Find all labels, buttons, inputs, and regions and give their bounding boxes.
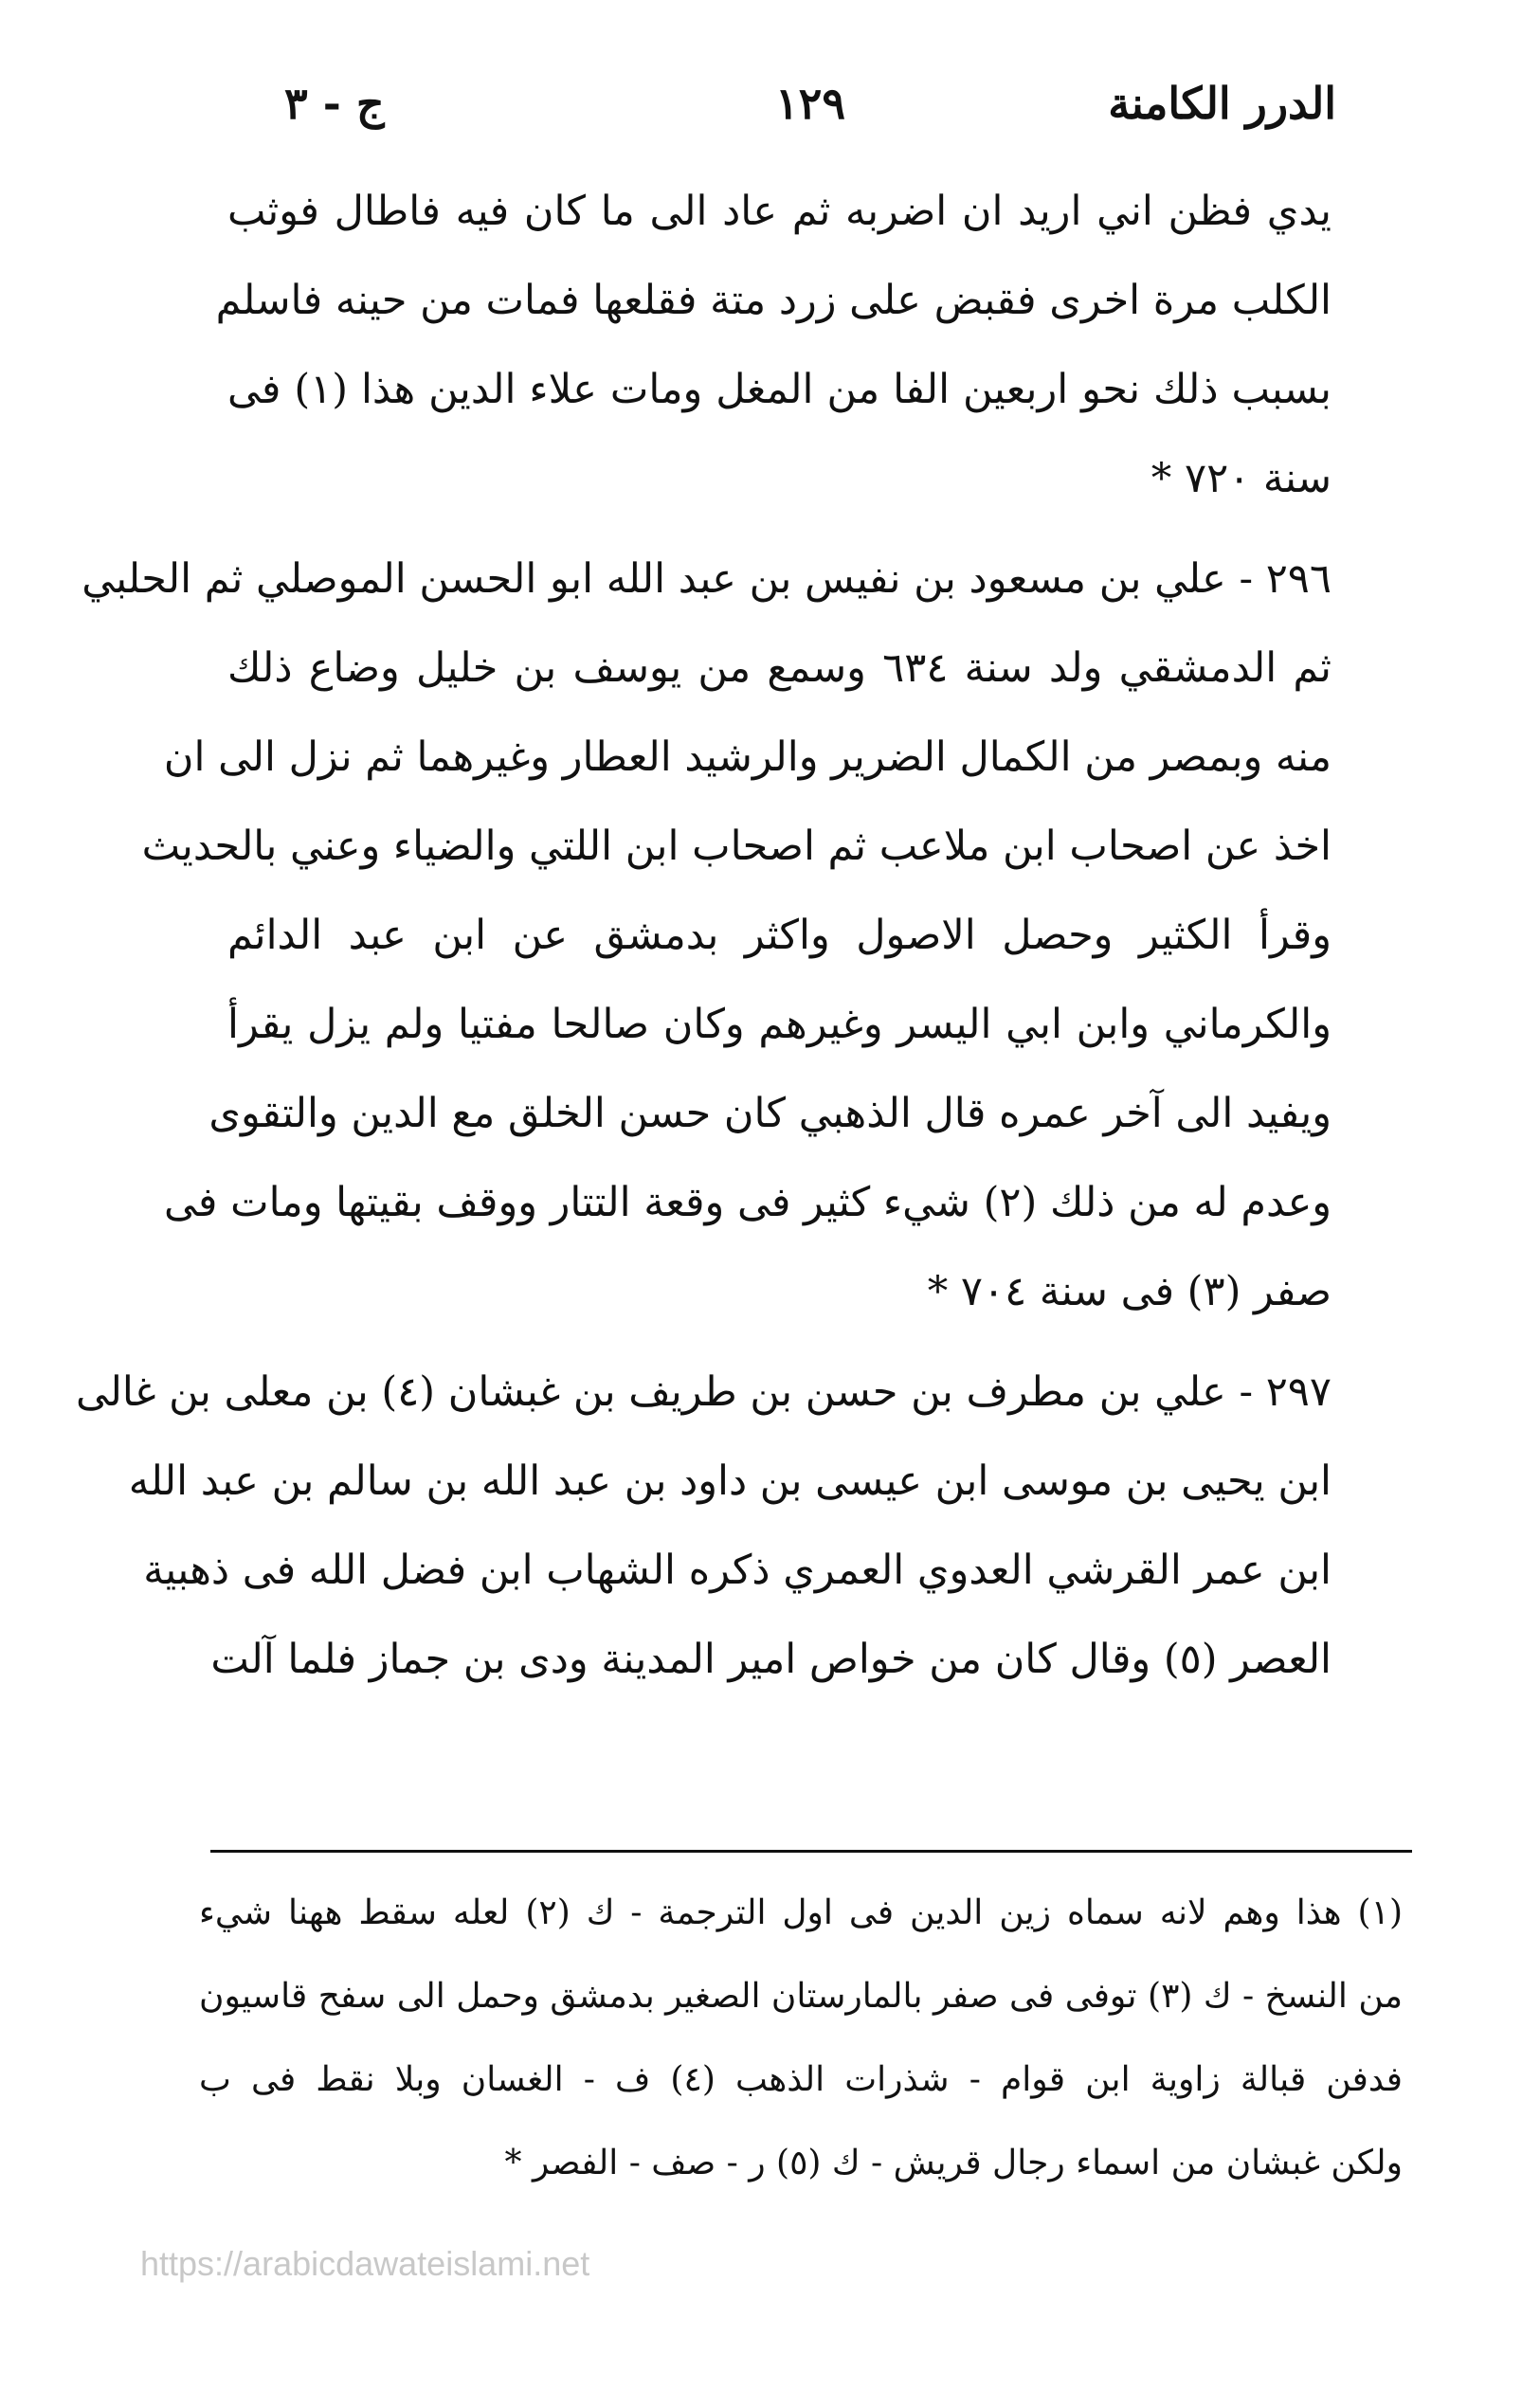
text-line: اخذ عن اصحاب ابن ملاعب ثم اصحاب ابن اللتي والضياء وعني بالحديث [141,823,1332,870]
entry-297 [75,1348,1332,1704]
text-line: وقرأ الكثير وحصل الاصول واكثر بدمشق عن ابن عبد الدائم [227,912,1332,959]
text-line: الكلب مرة اخرى فقبض على زرد متة فقلعها فمات من حينه فاسلم [215,277,1332,324]
text-line: منه وبمصر من الكمال الضرير والرشيد العطار وغيرهما ثم نزل الى ان [163,733,1332,781]
footnote-separator [210,1850,1412,1853]
text-line: ويفيد الى آخر عمره قال الذهبي كان حسن الخلق مع الدين والتقوى [208,1090,1332,1137]
footnote-line: ولكن غبشان من اسماء رجال قريش - ك (٥) ر - صف - الفصر * [504,2144,1403,2182]
volume-label: ج - ٣ [284,78,385,129]
entry-296 [82,534,1332,1336]
footnote-line: من النسخ - ك (٣) توفى فى صفر بالمارستان الصغير بدمشق وحمل الى سفح قاسيون [199,1977,1404,2016]
text-line: ثم الدمشقي ولد سنة ٦٣٤ وسمع من يوسف بن خليل وضاع ذلك [227,644,1332,692]
text-line: ٢٩٧ - علي بن مطرف بن حسن بن طريف بن غبشان (٤) بن معلى بن غالى [75,1368,1332,1416]
footnote-line: (١) هذا وهم لانه سماه زين الدين فى اول الترجمة - ك (٢) لعله سقط ههنا شيء [199,1893,1403,1932]
site-watermark: https://arabicdawateislami.net [140,2244,590,2283]
text-line: صفر (٣) فى سنة ٧٠٤ * [927,1268,1332,1315]
text-line: ابن يحيى بن موسى ابن عيسى بن داود بن عبد الله بن سالم بن عبد الله [128,1458,1332,1505]
main-text [75,167,1332,1715]
page-number: ١٢٩ [774,78,846,129]
book-title: الدرر الكامنة [1108,78,1336,129]
text-line: العصر (٥) وقال كان من خواص امير المدينة ودى بن جماز فلما آلت [210,1636,1332,1683]
text-line: ٢٩٦ - علي بن مسعود بن نفيس بن عبد الله ابو الحسن الموصلي ثم الحلبي [82,555,1332,603]
footnote-line: فدفن قبالة زاوية ابن قوام - شذرات الذهب (٤) ف - الغسان وبلا نقط فى ب [199,2060,1403,2099]
footnotes [199,1872,1403,2205]
entry-continuation [215,167,1332,523]
text-line: يدي فظن اني اريد ان اضربه ثم عاد الى ما كان فيه فاطال فوثب [227,188,1332,235]
running-header [284,78,1336,144]
text-line: سنة ٧٢٠ * [1150,455,1332,502]
text-line: والكرماني وابن ابي اليسر وغيرهم وكان صالحا مفتيا ولم يزل يقرأ [227,1001,1332,1048]
text-line: بسبب ذلك نحو اربعين الفا من المغل ومات علاء الدين هذا (١) فى [227,366,1332,413]
text-line: ابن عمر القرشي العدوي العمري ذكره الشهاب ابن فضل الله فى ذهبية [143,1547,1332,1594]
text-line: وعدم له من ذلك (٢) شيء كثير فى وقعة التتار ووقف بقيتها ومات فى [164,1179,1332,1226]
